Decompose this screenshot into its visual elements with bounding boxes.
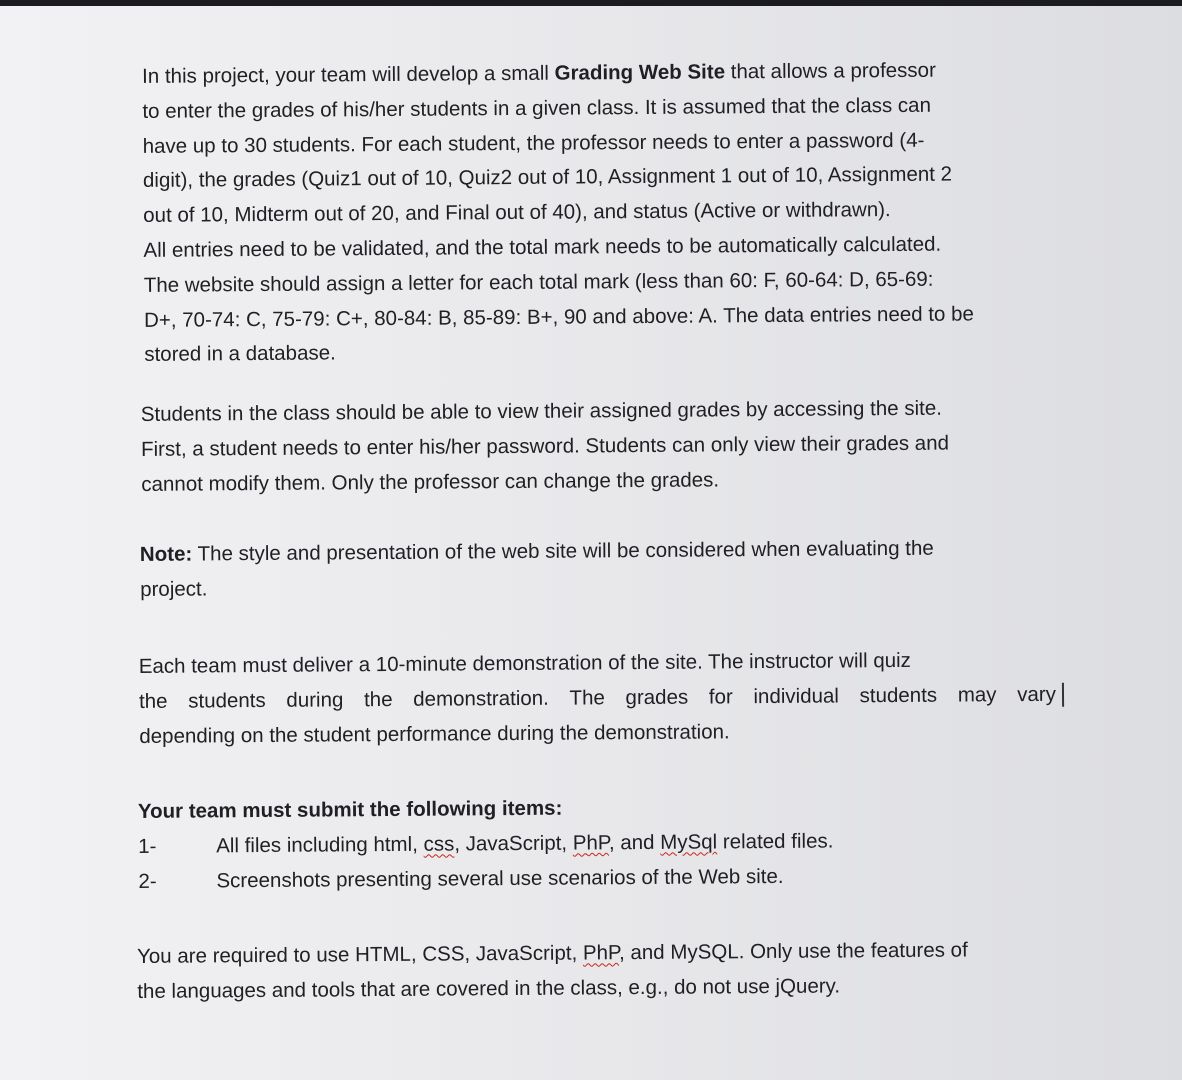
paragraph-student-access bbox=[141, 391, 1052, 503]
submit-items-section bbox=[138, 788, 1069, 900]
spellcheck-word-css: css bbox=[423, 832, 455, 856]
list-item bbox=[138, 857, 1068, 899]
text-line: stored in a database. bbox=[144, 341, 336, 367]
word: individual bbox=[753, 684, 840, 708]
word: the bbox=[138, 689, 168, 713]
text-line: First, a student needs to enter his/her password. Students can only view their grades and bbox=[140, 431, 950, 461]
paragraph-demonstration bbox=[139, 643, 1065, 755]
text-line: D+, 70-74: C, 75-79: C+, 80-84: B, 85-89: B+, 90 and above: A. The data entries need to be bbox=[143, 301, 974, 332]
text-line: All entries need to be validated, and the total mark needs to be automatically calculated. bbox=[143, 232, 942, 262]
text-run: , and bbox=[608, 830, 661, 855]
word: during bbox=[286, 688, 344, 712]
monitor-bezel bbox=[0, 0, 1182, 6]
list-item-text bbox=[216, 824, 833, 864]
text-line: out of 10, Midterm out of 20, and Final out of 40), and status (Active or withdrawn). bbox=[143, 198, 891, 228]
text-line: have up to 30 students. For each student, the professor needs to enter a password (4- bbox=[142, 128, 925, 158]
spellcheck-word-mysql: MySql bbox=[660, 830, 718, 854]
text-run: You are required to use HTML, CSS, JavaScript, bbox=[136, 941, 584, 968]
text-line: cannot modify them. Only the professor can change the grades. bbox=[141, 467, 720, 496]
text-line-justified bbox=[139, 677, 1064, 719]
word-with-cursor bbox=[1017, 677, 1064, 712]
word: vary bbox=[1017, 682, 1057, 706]
word: grades bbox=[625, 685, 689, 709]
text-run: , JavaScript, bbox=[454, 831, 573, 856]
paragraph-note bbox=[140, 531, 1061, 608]
word: demonstration. bbox=[413, 686, 549, 711]
text-line: Students in the class should be able to view their assigned grades by accessing the site. bbox=[140, 396, 942, 426]
text-run: related files. bbox=[717, 829, 834, 854]
submit-items-heading: Your team must submit the following items: bbox=[137, 796, 563, 823]
word: students bbox=[188, 688, 266, 713]
paragraph-project-description bbox=[142, 53, 1044, 373]
text-run: that allows a professor bbox=[724, 58, 936, 84]
text-line: depending on the student performance during the demonstration. bbox=[139, 719, 730, 748]
text-line bbox=[137, 933, 1082, 975]
list-item-number: 2- bbox=[138, 869, 157, 893]
word: for bbox=[708, 685, 733, 709]
paragraph-requirements bbox=[137, 933, 1083, 1010]
word: The bbox=[569, 686, 605, 710]
word: students bbox=[859, 683, 938, 708]
text-line: the languages and tools that are covered in the class, e.g., do not use jQuery. bbox=[137, 974, 841, 1003]
bold-term-grading-web-site: Grading Web Site bbox=[554, 60, 726, 85]
spellcheck-word-php: PhP bbox=[582, 941, 620, 965]
list-item-text: Screenshots presenting several use scenarios of the Web site. bbox=[216, 864, 784, 892]
text-line: The website should assign a letter for each total mark (less than 60: F, 60-64: D, 65-69: bbox=[143, 267, 934, 297]
text-line: digit), the grades (Quiz1 out of 10, Quiz2 out of 10, Assignment 1 out of 10, Assignment 2 bbox=[142, 162, 953, 193]
text-line bbox=[140, 531, 1060, 573]
text-run: The style and presentation of the web site will be considered when evaluating the bbox=[192, 536, 934, 566]
text-run: , and MySQL. Only use the features of bbox=[618, 938, 968, 965]
text-line: to enter the grades of his/her students in a given class. It is assumed that the class can bbox=[142, 93, 932, 123]
document-page bbox=[132, 53, 1090, 1060]
word: the bbox=[363, 687, 393, 711]
list-item-number: 1- bbox=[138, 834, 157, 858]
spellcheck-word-php: PhP bbox=[572, 831, 609, 855]
text-run: All files including html, bbox=[216, 832, 424, 858]
text-run: In this project, your team will develop a small bbox=[142, 61, 555, 88]
word: may bbox=[957, 683, 997, 707]
text-line: project. bbox=[140, 577, 208, 601]
text-line: Each team must deliver a 10-minute demonstration of the site. The instructor will quiz bbox=[138, 648, 911, 678]
text-cursor bbox=[1062, 683, 1064, 707]
note-label: Note: bbox=[139, 542, 193, 566]
